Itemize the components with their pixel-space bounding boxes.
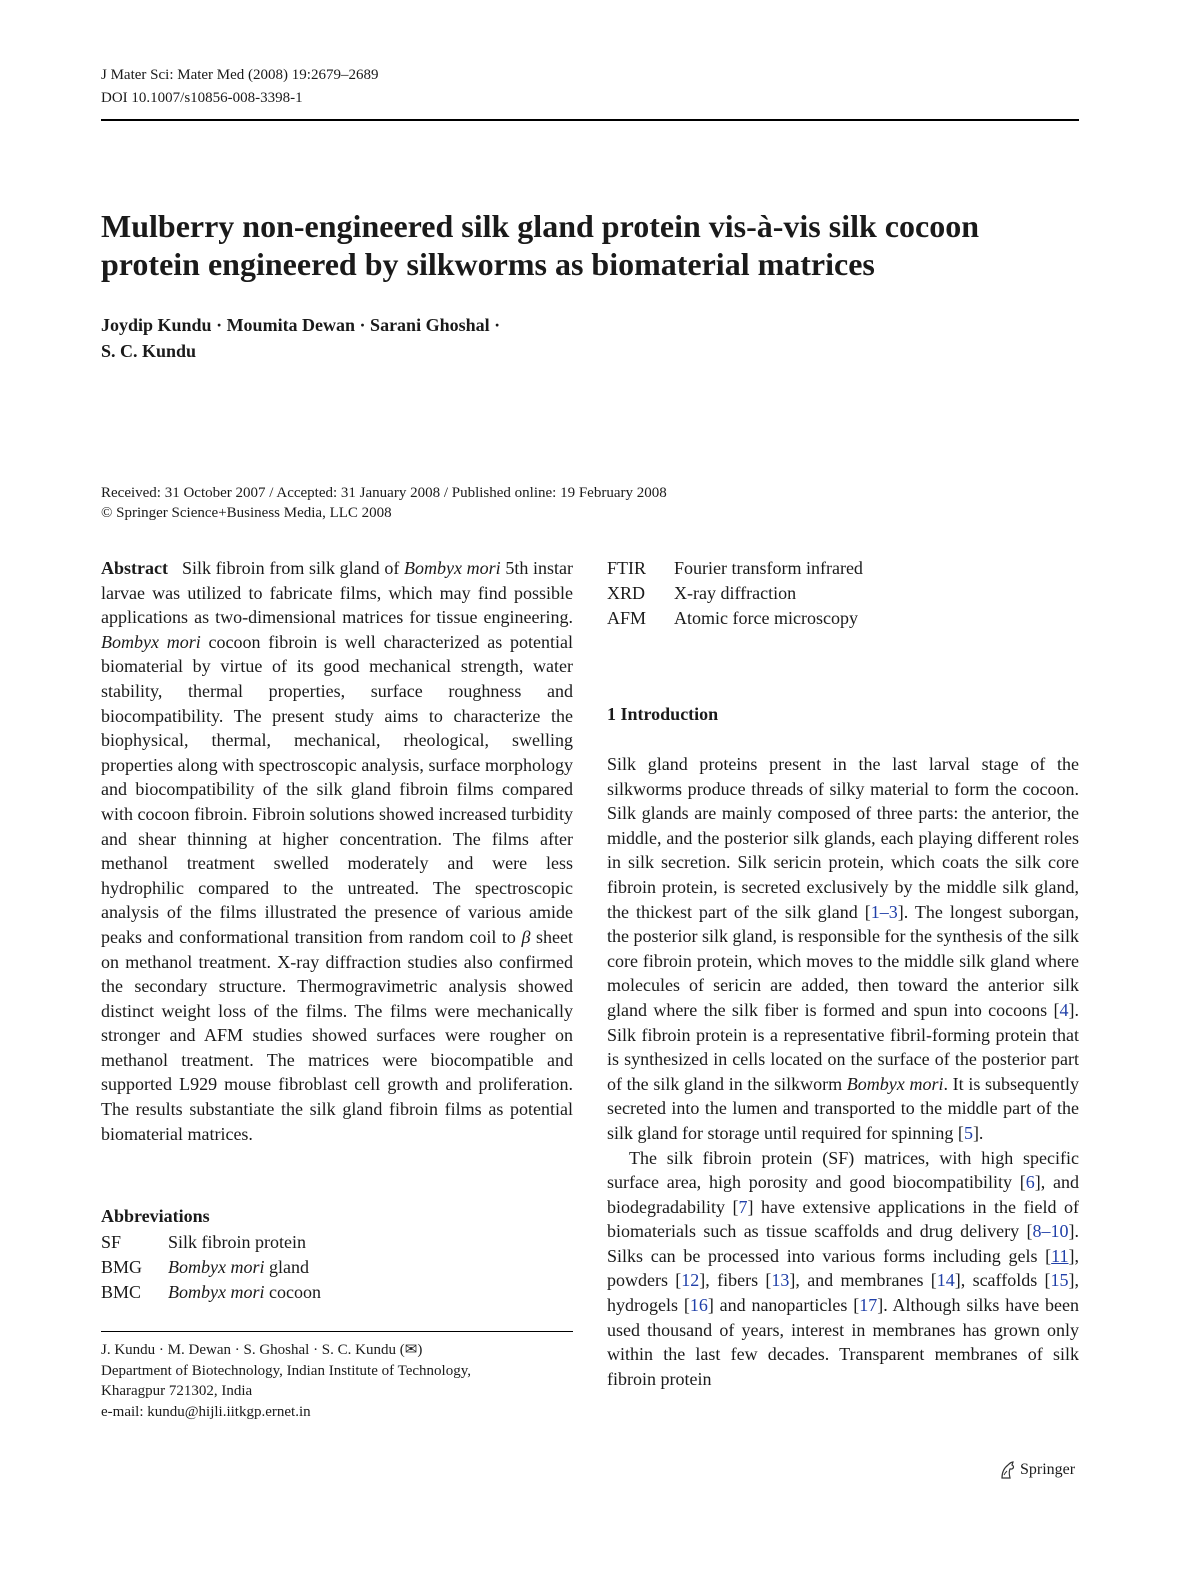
springer-logo [998, 1460, 1075, 1480]
abbreviation-key: BMC [101, 1282, 142, 1302]
abstract [101, 556, 573, 1146]
abbreviation-key: BMG [101, 1257, 143, 1277]
introduction-paragraph-1 [607, 752, 1079, 1146]
paragraph-text: ]. Although silks have been used thousand of years, interest in membranes has grown only within the last few decades. Transparent membranes of silk fibroin protein [607, 1295, 1080, 1389]
paragraph-text: ] and nanoparticles [ [707, 1295, 860, 1316]
species-name: Bombyx mori [168, 1282, 265, 1302]
abbreviation-row [101, 1255, 321, 1280]
introduction-heading: 1 Introduction [607, 704, 719, 724]
paragraph-text: . It is subsequently secreted into the lumen and transported to the middle part of the silk gland for storage until required for spinning [ [607, 1073, 1079, 1143]
abbreviation-rest: gland [264, 1257, 309, 1277]
abbreviation-row [607, 581, 863, 606]
title-line-1: Mulberry non-engineered silk gland protein vis-à-vis silk cocoon [101, 208, 979, 244]
abbreviation-key: FTIR [607, 558, 647, 578]
abbreviation-value [168, 1255, 309, 1280]
paragraph-text: ], scaffolds [ [954, 1270, 1051, 1291]
abbreviations-list-left [101, 1230, 321, 1305]
abstract-text: 5th instar larvae was utilized to fabricate films, which may find possible applications as two-dimensional matrices for tissue engineering. [101, 558, 574, 628]
abstract-text: Silk fibroin from silk gland of [182, 558, 405, 578]
paragraph-text: ] have extensive applications in the field of biomaterials such as tissue scaffolds and drug delivery [ [607, 1196, 1079, 1242]
paragraph-text: ], powders [ [607, 1245, 1079, 1291]
abbreviation-rest: cocoon [264, 1282, 321, 1302]
paragraph-text: Silk gland proteins present in the last larval stage of the silkworms produce threads of silky material to form the cocoon. Silk glands are mainly composed of three parts: the anterior, the middle, and the posterior silk glands, each playing different roles in silk secretion. Silk sericin protein, which coats the silk core fibroin protein, is secreted exclusively by the middle silk gland, the thickest part of the silk gland [ [607, 754, 1079, 922]
abbreviation-key: XRD [607, 583, 646, 603]
authors-line-2: S. C. Kundu [101, 341, 197, 361]
affiliation-city: Kharagpur 721302, India [101, 1383, 253, 1399]
citation-link[interactable]: 13 [771, 1270, 790, 1291]
beta-symbol: β [521, 926, 531, 947]
paragraph-text: ]. [972, 1122, 984, 1143]
abbreviation-row [607, 556, 863, 581]
abbreviation-value [168, 1280, 321, 1305]
citation-link[interactable]: 6 [1025, 1172, 1035, 1193]
abstract-text: sheet on methanol treatment. X-ray diffraction studies also confirmed the secondary structure. Thermogravimetric analysis showed distinct weight loss of the films. The films were mechanically stronger and AFM studies showed surfaces were rougher on methanol treatment. The matrices were biocompatible and supported L929 mouse fibroblast cell growth and proliferation. The results substantiate the silk gland fibroin films as potential biomaterial matrices. [101, 926, 574, 1144]
paragraph-text: The silk fibroin protein (SF) matrices, with high specific surface area, high porosity and good biocompatibility [ [607, 1147, 1079, 1193]
affiliation-authors-text: J. Kundu · M. Dewan · S. Ghoshal · S. C. Kundu ( [101, 1342, 405, 1358]
paragraph-text: ], fibers [ [699, 1270, 772, 1291]
abbreviations-list-right [607, 556, 863, 631]
paragraph-text: ]. Silk fibroin protein is a representative fibril-forming protein that is synthesized in cells located on the surface of the posterior part of the silk gland in the silkworm [607, 999, 1079, 1094]
abbreviation-key: AFM [607, 608, 647, 628]
affiliation-authors-close: ) [417, 1342, 423, 1358]
citation-link[interactable]: 15 [1050, 1270, 1069, 1291]
springer-wordmark: Springer [1020, 1461, 1076, 1478]
envelope-icon: ✉ [404, 1342, 418, 1358]
species-name: Bombyx mori [404, 558, 501, 578]
abstract-text: cocoon fibroin is well characterized as potential biomaterial by virtue of its good mechanical strength, water stability, thermal properties, surface roughness and biocompatibility. The present study aims to characterize the biophysical, thermal, mechanical, rheological, swelling properties along with spectroscopic analysis, surface morphology and biocompatibility of the silk gland fibroin films compared with cocoon fibroin. Fibroin solutions showed increased turbidity and shear thinning at higher concentration. The films after methanol treatment swelled moderately and were less hydrophilic compared to the untreated. The spectroscopic analysis of the films illustrated the presence of various amide peaks and conformational transition from random coil to [101, 631, 573, 947]
abbreviation-value: Silk fibroin protein [168, 1232, 306, 1252]
abstract-heading: Abstract [101, 558, 168, 578]
abbreviation-key: SF [101, 1232, 122, 1252]
citation-link[interactable]: 5 [963, 1122, 973, 1143]
citation-link[interactable]: 11 [1051, 1245, 1069, 1266]
citation-link[interactable]: 16 [689, 1295, 708, 1316]
paragraph-text: ], and membranes [ [789, 1270, 937, 1291]
journal-citation: J Mater Sci: Mater Med (2008) 19:2679–2689 [101, 67, 379, 83]
abbreviations-heading: Abbreviations [101, 1206, 210, 1226]
species-name: Bombyx mori [168, 1257, 265, 1277]
introduction-paragraph-2 [607, 1146, 1079, 1392]
author-list [101, 312, 500, 364]
abbreviation-value: X-ray diffraction [674, 583, 797, 603]
header-rule [101, 119, 1079, 121]
abbreviation-value: Atomic force microscopy [674, 608, 858, 628]
species-name: Bombyx mori [846, 1073, 944, 1094]
article-history [101, 483, 667, 523]
abbreviation-row [607, 606, 863, 631]
abbreviation-row [101, 1280, 321, 1305]
paragraph-text: ], and biodegradability [ [607, 1172, 1079, 1217]
species-name: Bombyx mori [101, 631, 201, 652]
footnote-rule [101, 1331, 573, 1332]
authors-line-1: Joydip Kundu · Moumita Dewan · Sarani Ghoshal · [101, 315, 501, 335]
doi: DOI 10.1007/s10856-008-3398-1 [101, 90, 303, 106]
introduction-body [607, 752, 1079, 1391]
copyright: © Springer Science+Business Media, LLC 2008 [101, 505, 392, 521]
citation-link[interactable]: 8–10 [1032, 1221, 1069, 1242]
citation-link[interactable]: 1–3 [870, 901, 898, 922]
article-title [101, 207, 1091, 283]
citation-link[interactable]: 4 [1059, 999, 1069, 1020]
citation-link[interactable]: 17 [859, 1295, 878, 1316]
affiliation-email[interactable]: e-mail: kundu@hijli.iitkgp.ernet.in [101, 1403, 311, 1420]
affiliation [101, 1340, 573, 1422]
affiliation-department: Department of Biotechnology, Indian Institute of Technology, [101, 1362, 471, 1379]
history-dates: Received: 31 October 2007 / Accepted: 31 January 2008 / Published online: 19 February 2008 [101, 485, 667, 501]
citation-link[interactable]: 7 [738, 1196, 748, 1217]
abbreviation-row [101, 1230, 321, 1255]
citation-link[interactable]: 14 [936, 1270, 955, 1291]
paragraph-text: ], hydrogels [ [607, 1270, 1080, 1316]
affiliation-authors [101, 1340, 573, 1361]
springer-horse-icon [998, 1460, 1016, 1480]
title-line-2: protein engineered by silkworms as biomaterial matrices [101, 246, 875, 282]
citation-link[interactable]: 12 [681, 1270, 700, 1291]
paragraph-text: ]. Silks can be processed into various forms including gels [ [607, 1221, 1079, 1266]
paragraph-text: ]. The longest suborgan, the posterior silk gland, is responsible for the synthesis of the silk core fibroin protein, which moves to the middle silk gland where molecules of sericin are added, then toward the anterior silk gland where the silk fiber is formed and spun into cocoons [ [607, 901, 1080, 1020]
abbreviation-value: Fourier transform infrared [674, 558, 863, 578]
